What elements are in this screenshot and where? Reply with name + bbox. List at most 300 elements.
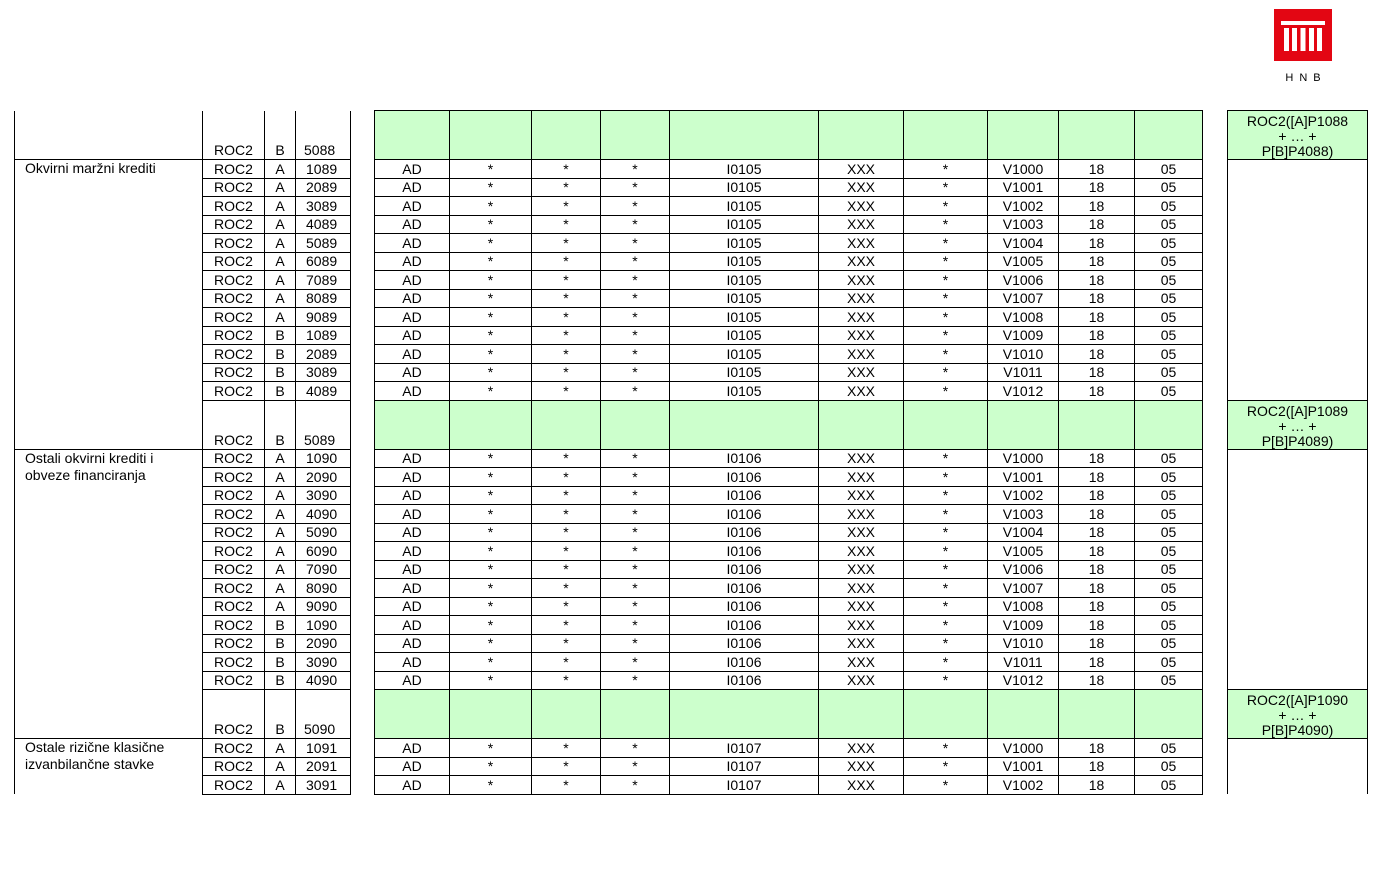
cell: 18 — [1059, 597, 1135, 616]
total-code-cell: 5090 — [296, 690, 351, 739]
gap-cell — [1203, 468, 1228, 487]
total-empty-cell — [450, 111, 532, 160]
cell: 05 — [1135, 197, 1203, 216]
cell: 18 — [1059, 542, 1135, 561]
cell: * — [904, 178, 988, 197]
cell: 1090 — [296, 616, 351, 635]
cell: I0106 — [670, 634, 819, 653]
formula-line: + … + — [1278, 128, 1317, 144]
cell: XXX — [819, 468, 904, 487]
cell: 3089 — [296, 197, 351, 216]
total-empty-cell — [375, 111, 450, 160]
cell: * — [601, 560, 670, 579]
cell: V1004 — [988, 523, 1059, 542]
cell: * — [450, 757, 532, 776]
cell: I0106 — [670, 542, 819, 561]
cell: AD — [375, 634, 450, 653]
cell: I0105 — [670, 289, 819, 308]
cell: A — [265, 468, 296, 487]
cell: * — [532, 178, 601, 197]
gap-cell — [351, 197, 375, 216]
gap-cell — [1203, 345, 1228, 364]
cell: ROC2 — [203, 345, 265, 364]
gap-cell — [1203, 160, 1228, 179]
cell: * — [532, 757, 601, 776]
total-empty-cell — [532, 690, 601, 739]
table-row — [15, 271, 1368, 290]
cell: 18 — [1059, 363, 1135, 382]
cell: * — [532, 160, 601, 179]
cell: 1091 — [296, 739, 351, 758]
cell: B — [265, 345, 296, 364]
cell: I0106 — [670, 597, 819, 616]
cell: * — [450, 363, 532, 382]
cell: * — [532, 560, 601, 579]
total-empty-cell — [670, 111, 819, 160]
formula-empty-cell — [1228, 326, 1368, 345]
cell: ROC2 — [203, 757, 265, 776]
cell: * — [450, 560, 532, 579]
cell: XXX — [819, 160, 904, 179]
cell: A — [265, 449, 296, 468]
cell: 5090 — [296, 523, 351, 542]
cell: * — [904, 505, 988, 524]
cell: V1012 — [988, 671, 1059, 690]
total-col-cell: B — [265, 690, 296, 739]
cell: 18 — [1059, 468, 1135, 487]
gap-cell — [351, 757, 375, 776]
gap-cell — [351, 486, 375, 505]
cell: * — [904, 739, 988, 758]
cell: * — [532, 579, 601, 598]
cell: 05 — [1135, 486, 1203, 505]
cell: I0106 — [670, 505, 819, 524]
cell: * — [450, 542, 532, 561]
cell: 05 — [1135, 757, 1203, 776]
cell: XXX — [819, 776, 904, 795]
cell: I0105 — [670, 234, 819, 253]
cell: 18 — [1059, 197, 1135, 216]
cell: 2089 — [296, 345, 351, 364]
total-empty-cell — [904, 690, 988, 739]
gap-cell — [351, 363, 375, 382]
total-empty-cell — [904, 111, 988, 160]
cell: ROC2 — [203, 776, 265, 795]
gap-cell — [351, 345, 375, 364]
gap-cell — [351, 234, 375, 253]
table-row — [15, 597, 1368, 616]
cell: * — [601, 671, 670, 690]
formula-empty-cell — [1228, 160, 1368, 179]
cell: * — [601, 739, 670, 758]
cell: 7089 — [296, 271, 351, 290]
gap-cell — [351, 776, 375, 795]
table-row — [15, 289, 1368, 308]
total-empty-cell — [988, 690, 1059, 739]
cell: XXX — [819, 197, 904, 216]
cell: 05 — [1135, 653, 1203, 672]
total-formula-cell — [1228, 690, 1368, 739]
cell: I0105 — [670, 345, 819, 364]
cell: 05 — [1135, 382, 1203, 401]
cell: 05 — [1135, 271, 1203, 290]
cell: * — [450, 345, 532, 364]
cell: V1007 — [988, 289, 1059, 308]
section-label-cell — [15, 111, 203, 160]
gap-cell — [1203, 400, 1228, 449]
cell: * — [532, 289, 601, 308]
cell: AD — [375, 326, 450, 345]
gap-cell — [351, 671, 375, 690]
formula-empty-cell — [1228, 252, 1368, 271]
cell: 2089 — [296, 178, 351, 197]
cell: * — [904, 289, 988, 308]
cell: XXX — [819, 449, 904, 468]
cell: I0106 — [670, 653, 819, 672]
cell: * — [532, 326, 601, 345]
cell: * — [450, 505, 532, 524]
table-row — [15, 739, 1368, 758]
total-code-cell: 5089 — [296, 400, 351, 449]
total-empty-cell — [1135, 690, 1203, 739]
cell: * — [532, 468, 601, 487]
cell: A — [265, 197, 296, 216]
cell: XXX — [819, 579, 904, 598]
cell: V1010 — [988, 345, 1059, 364]
cell: AD — [375, 289, 450, 308]
cell: V1007 — [988, 579, 1059, 598]
cell: V1003 — [988, 505, 1059, 524]
total-empty-cell — [988, 111, 1059, 160]
cell: * — [450, 597, 532, 616]
cell: ROC2 — [203, 616, 265, 635]
cell: 8089 — [296, 289, 351, 308]
gap-cell — [1203, 671, 1228, 690]
gap-cell — [351, 382, 375, 401]
cell: * — [450, 776, 532, 795]
gap-cell — [351, 160, 375, 179]
gap-cell — [1203, 382, 1228, 401]
cell: * — [532, 634, 601, 653]
gap-cell — [351, 560, 375, 579]
table-row — [15, 505, 1368, 524]
cell: * — [904, 468, 988, 487]
total-empty-cell — [904, 400, 988, 449]
cell: * — [904, 776, 988, 795]
cell: AD — [375, 197, 450, 216]
cell: * — [601, 486, 670, 505]
cell: V1001 — [988, 178, 1059, 197]
total-empty-cell — [532, 111, 601, 160]
table-row — [15, 757, 1368, 776]
cell: V1008 — [988, 308, 1059, 327]
cell: A — [265, 523, 296, 542]
cell: I0105 — [670, 363, 819, 382]
cell: A — [265, 178, 296, 197]
cell: * — [450, 579, 532, 598]
cell: * — [601, 505, 670, 524]
cell: * — [601, 776, 670, 795]
total-empty-cell — [532, 400, 601, 449]
cell: ROC2 — [203, 363, 265, 382]
cell: 18 — [1059, 308, 1135, 327]
cell: * — [904, 197, 988, 216]
cell: I0106 — [670, 616, 819, 635]
cell: 18 — [1059, 776, 1135, 795]
cell: 2090 — [296, 468, 351, 487]
cell: * — [532, 345, 601, 364]
cell: XXX — [819, 634, 904, 653]
formula-empty-cell — [1228, 523, 1368, 542]
cell: AD — [375, 542, 450, 561]
cell: AD — [375, 345, 450, 364]
cell: I0105 — [670, 382, 819, 401]
formula-empty-cell — [1228, 234, 1368, 253]
cell: V1012 — [988, 382, 1059, 401]
cell: * — [601, 197, 670, 216]
cell: * — [532, 523, 601, 542]
cell: * — [904, 653, 988, 672]
cell: * — [601, 757, 670, 776]
table-row — [15, 308, 1368, 327]
cell: * — [904, 308, 988, 327]
cell: AD — [375, 579, 450, 598]
cell: AD — [375, 523, 450, 542]
gap-cell — [1203, 653, 1228, 672]
cell: A — [265, 739, 296, 758]
cell: * — [450, 653, 532, 672]
cell: * — [450, 308, 532, 327]
cell: ROC2 — [203, 634, 265, 653]
cell: XXX — [819, 597, 904, 616]
cell: 05 — [1135, 178, 1203, 197]
cell: I0105 — [670, 178, 819, 197]
cell: ROC2 — [203, 579, 265, 598]
hnb-logo-mark-icon — [1274, 9, 1332, 61]
formula-empty-cell — [1228, 486, 1368, 505]
cell: AD — [375, 776, 450, 795]
total-empty-cell — [450, 690, 532, 739]
cell: * — [450, 523, 532, 542]
cell: 3090 — [296, 653, 351, 672]
cell: 05 — [1135, 308, 1203, 327]
cell: 05 — [1135, 523, 1203, 542]
cell: * — [532, 308, 601, 327]
cell: * — [601, 289, 670, 308]
cell: V1008 — [988, 597, 1059, 616]
cell: ROC2 — [203, 160, 265, 179]
gap-cell — [1203, 326, 1228, 345]
cell: 18 — [1059, 271, 1135, 290]
total-formula-cell — [1228, 111, 1368, 160]
gap-cell — [351, 739, 375, 758]
cell: * — [904, 634, 988, 653]
table-row — [15, 542, 1368, 561]
cell: ROC2 — [203, 178, 265, 197]
cell: * — [601, 363, 670, 382]
cell: 2090 — [296, 634, 351, 653]
cell: 9090 — [296, 597, 351, 616]
cell: * — [450, 739, 532, 758]
total-report-cell: ROC2 — [203, 111, 265, 160]
cell: V1009 — [988, 616, 1059, 635]
cell: * — [904, 363, 988, 382]
cell: * — [532, 197, 601, 216]
gap-cell — [351, 400, 375, 449]
cell: 3090 — [296, 486, 351, 505]
cell: 2091 — [296, 757, 351, 776]
gap-cell — [1203, 178, 1228, 197]
cell: B — [265, 653, 296, 672]
cell: I0105 — [670, 326, 819, 345]
cell: 05 — [1135, 449, 1203, 468]
cell: B — [265, 363, 296, 382]
cell: A — [265, 776, 296, 795]
formula-line: + … + — [1278, 417, 1317, 434]
table-row — [15, 634, 1368, 653]
formula-empty-cell — [1228, 634, 1368, 653]
cell: * — [601, 252, 670, 271]
cell: V1009 — [988, 326, 1059, 345]
cell: * — [601, 449, 670, 468]
gap-cell — [351, 597, 375, 616]
cell: XXX — [819, 757, 904, 776]
cell: B — [265, 616, 296, 635]
cell: * — [904, 542, 988, 561]
cell: * — [904, 560, 988, 579]
formula-empty-cell — [1228, 505, 1368, 524]
cell: AD — [375, 178, 450, 197]
cell: * — [532, 271, 601, 290]
cell: 3089 — [296, 363, 351, 382]
total-empty-cell — [1059, 690, 1135, 739]
formula-line: + … + — [1278, 707, 1317, 723]
cell: ROC2 — [203, 326, 265, 345]
cell: XXX — [819, 178, 904, 197]
table-row — [15, 326, 1368, 345]
cell: AD — [375, 271, 450, 290]
cell: 18 — [1059, 160, 1135, 179]
table-row — [15, 160, 1368, 179]
table-row — [15, 671, 1368, 690]
gap-cell — [351, 690, 375, 739]
total-empty-cell — [670, 690, 819, 739]
cell: 18 — [1059, 616, 1135, 635]
gap-cell — [1203, 449, 1228, 468]
cell: * — [601, 597, 670, 616]
cell: 05 — [1135, 542, 1203, 561]
cell: * — [450, 234, 532, 253]
cell: * — [450, 271, 532, 290]
cell: * — [601, 616, 670, 635]
cell: XXX — [819, 234, 904, 253]
total-empty-cell — [819, 400, 904, 449]
cell: 05 — [1135, 215, 1203, 234]
cell: I0105 — [670, 252, 819, 271]
cell: ROC2 — [203, 523, 265, 542]
cell: XXX — [819, 345, 904, 364]
cell: * — [532, 382, 601, 401]
cell: I0105 — [670, 160, 819, 179]
hnb-logo — [1274, 9, 1332, 84]
total-formula-cell — [1228, 400, 1368, 449]
cell: 05 — [1135, 616, 1203, 635]
formula-line: P[B]P4089) — [1261, 432, 1334, 449]
total-empty-cell — [1059, 400, 1135, 449]
cell: * — [532, 363, 601, 382]
data-table — [14, 110, 1368, 795]
formula-empty-cell — [1228, 449, 1368, 468]
cell: 05 — [1135, 634, 1203, 653]
cell: 05 — [1135, 739, 1203, 758]
cell: 18 — [1059, 671, 1135, 690]
cell: I0105 — [670, 197, 819, 216]
section-label: Okvirni maržni krediti — [15, 160, 203, 450]
cell: 4089 — [296, 382, 351, 401]
cell: ROC2 — [203, 289, 265, 308]
cell: I0107 — [670, 739, 819, 758]
cell: V1010 — [988, 634, 1059, 653]
cell: 6090 — [296, 542, 351, 561]
cell: XXX — [819, 289, 904, 308]
cell: AD — [375, 757, 450, 776]
cell: * — [904, 326, 988, 345]
table-row — [15, 468, 1368, 487]
section-label: Ostale rizične klasične izvanbilančne stavke — [15, 739, 203, 795]
cell: * — [904, 234, 988, 253]
gap-cell — [351, 289, 375, 308]
gap-cell — [1203, 234, 1228, 253]
formula-empty-cell — [1228, 597, 1368, 616]
cell: * — [532, 739, 601, 758]
cell: 8090 — [296, 579, 351, 598]
cell: A — [265, 560, 296, 579]
cell: * — [450, 382, 532, 401]
cell: ROC2 — [203, 234, 265, 253]
gap-cell — [1203, 111, 1228, 160]
total-report-cell: ROC2 — [203, 400, 265, 449]
cell: ROC2 — [203, 382, 265, 401]
cell: AD — [375, 597, 450, 616]
cell: I0106 — [670, 449, 819, 468]
cell: * — [601, 178, 670, 197]
total-empty-cell — [670, 400, 819, 449]
cell: 18 — [1059, 560, 1135, 579]
cell: AD — [375, 653, 450, 672]
cell: * — [601, 382, 670, 401]
cell: * — [532, 449, 601, 468]
total-empty-cell — [601, 111, 670, 160]
cell: I0106 — [670, 468, 819, 487]
cell: B — [265, 634, 296, 653]
cell: V1001 — [988, 757, 1059, 776]
cell: V1001 — [988, 468, 1059, 487]
cell: * — [904, 345, 988, 364]
total-empty-cell — [601, 400, 670, 449]
cell: * — [904, 757, 988, 776]
cell: 18 — [1059, 326, 1135, 345]
table-row — [15, 449, 1368, 468]
cell: I0107 — [670, 757, 819, 776]
cell: * — [904, 597, 988, 616]
total-empty-cell — [375, 400, 450, 449]
gap-cell — [1203, 486, 1228, 505]
cell: 4090 — [296, 505, 351, 524]
table-row — [15, 363, 1368, 382]
cell: A — [265, 160, 296, 179]
cell: ROC2 — [203, 542, 265, 561]
cell: I0107 — [670, 776, 819, 795]
